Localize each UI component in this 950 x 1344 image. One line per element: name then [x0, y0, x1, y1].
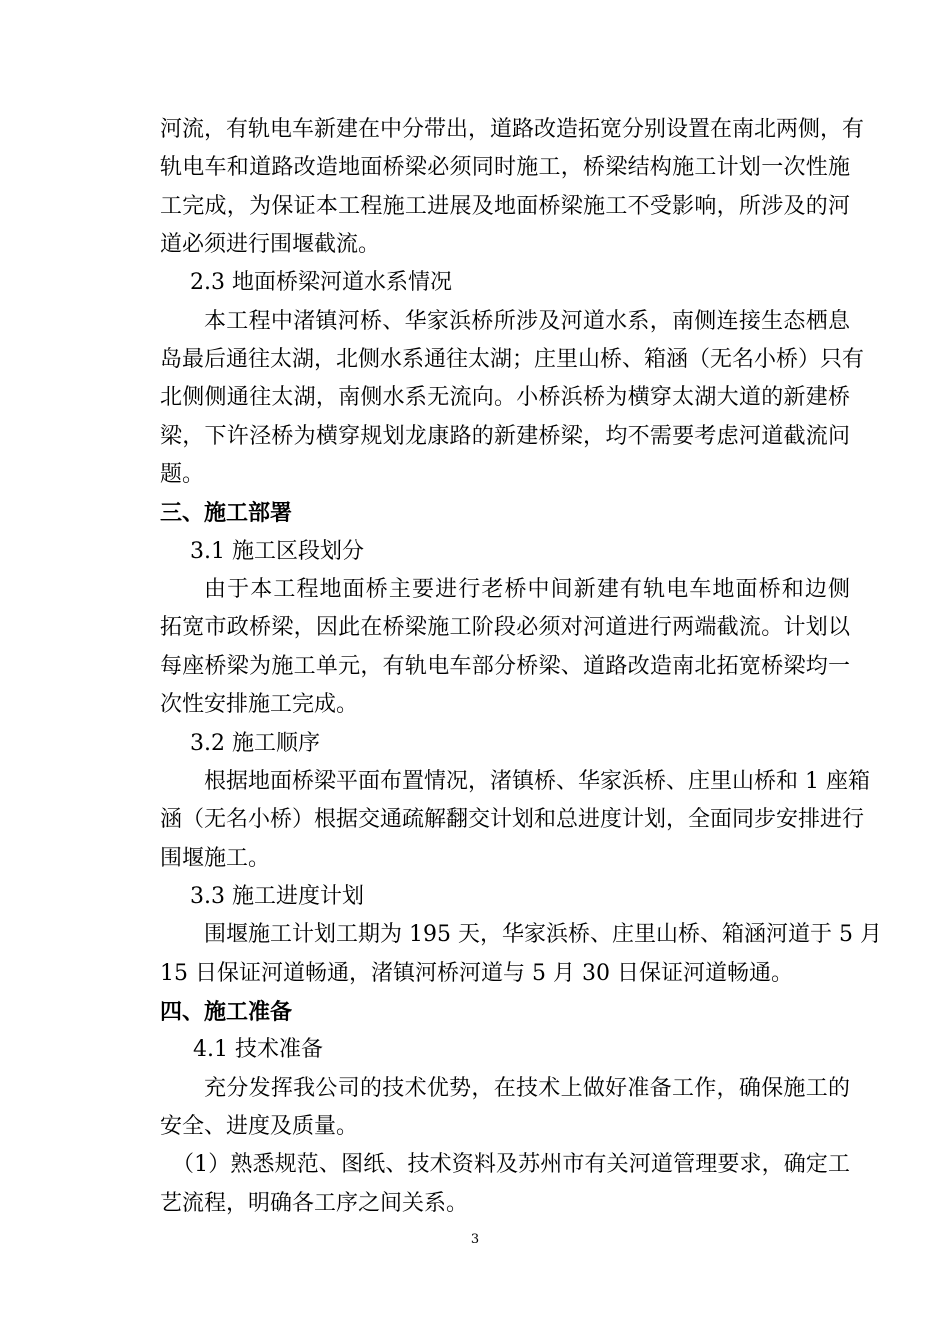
chapter-heading-3: 三、施工部署: [160, 500, 293, 526]
page-number: 3: [470, 1232, 480, 1247]
text-line: 工完成，为保证本工程施工进展及地面桥梁施工不受影响，所涉及的河: [160, 194, 850, 219]
text-line: （1）熟悉规范、图纸、技术资料及苏州市有关河道管理要求，确定工: [172, 1152, 850, 1177]
text-line: 根据地面桥梁平面布置情况，渚镇桥、华家浜桥、庄里山桥和 1 座箱: [204, 769, 870, 794]
text-line: 题。: [160, 462, 205, 487]
text-line: 岛最后通往太湖，北侧水系通往太湖；庄里山桥、箱涵（无名小桥）只有: [160, 347, 865, 372]
text-line: 轨电车和道路改造地面桥梁必须同时施工，桥梁结构施工计划一次性施: [160, 155, 850, 180]
text-line: 由于本工程地面桥主要进行老桥中间新建有轨电车地面桥和边侧: [204, 577, 850, 602]
text-line: 次性安排施工完成。: [160, 692, 359, 717]
text-line: 每座桥梁为施工单元，有轨电车部分桥梁、道路改造南北拓宽桥梁均一: [160, 654, 850, 679]
text-line: 河流，有轨电车新建在中分带出，道路改造拓宽分别设置在南北两侧，有: [160, 117, 865, 142]
text-line: 充分发挥我公司的技术优势，在技术上做好准备工作，确保施工的: [204, 1076, 850, 1101]
section-heading-2-3: 2.3 地面桥梁河道水系情况: [190, 270, 452, 295]
text-line: 道必须进行围堰截流。: [160, 232, 381, 257]
section-heading-3-2: 3.2 施工顺序: [190, 731, 320, 756]
section-heading-3-3: 3.3 施工进度计划: [190, 884, 364, 909]
chapter-heading-4: 四、施工准备: [160, 999, 293, 1025]
text-line: 15 日保证河道畅通，渚镇河桥河道与 5 月 30 日保证河道畅通。: [160, 961, 793, 986]
text-line: 艺流程，明确各工序之间关系。: [160, 1191, 469, 1216]
section-heading-3-1: 3.1 施工区段划分: [190, 539, 364, 564]
text-line: 北侧侧通往太湖，南侧水系无流向。小桥浜桥为横穿太湖大道的新建桥: [160, 385, 850, 410]
text-line: 梁，下许泾桥为横穿规划龙康路的新建桥梁，均不需要考虑河道截流问: [160, 424, 850, 449]
section-heading-4-1: 4.1 技术准备: [193, 1037, 323, 1062]
text-line: 涵（无名小桥）根据交通疏解翻交计划和总进度计划，全面同步安排进行: [160, 807, 865, 832]
text-line: 安全、进度及质量。: [160, 1114, 359, 1139]
text-line: 拓宽市政桥梁，因此在桥梁施工阶段必须对河道进行两端截流。计划以: [160, 615, 850, 640]
text-line: 本工程中渚镇河桥、华家浜桥所涉及河道水系，南侧连接生态栖息: [204, 309, 850, 334]
text-line: 围堰施工计划工期为 195 天，华家浜桥、庄里山桥、箱涵河道于 5 月: [204, 922, 882, 947]
text-line: 围堰施工。: [160, 846, 271, 871]
